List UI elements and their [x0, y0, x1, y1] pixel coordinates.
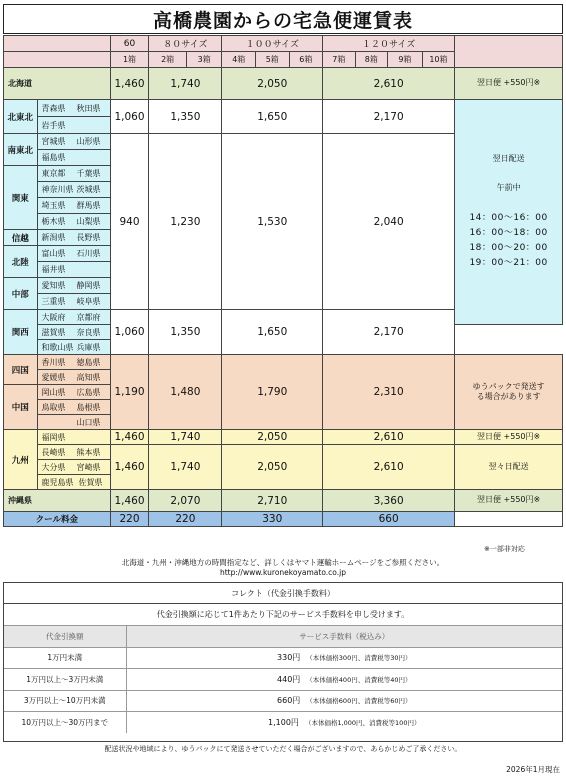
prefs-chugoku-1: 岡山県 広島県	[37, 385, 110, 400]
region-chubu: 中部	[4, 278, 38, 310]
table-row	[4, 690, 562, 712]
fee-col-range: 代金引換額	[4, 626, 126, 648]
price-120: 2,040	[323, 134, 455, 310]
region-kyushu: 九州	[4, 430, 38, 490]
prefs-shinetsu: 新潟県 長野県	[37, 230, 110, 246]
prefs-chubu-1: 愛知県 静岡県	[37, 278, 110, 294]
note-header	[455, 36, 563, 68]
price-100: 2,050	[222, 445, 323, 490]
price-120: 2,610	[323, 445, 455, 490]
delivery-time-3: 18：00～20：00	[469, 243, 548, 253]
delivery-time-4: 19：00～21：00	[469, 258, 548, 268]
box-4: 4箱	[222, 52, 256, 68]
prefs-kitatohoku-1: 青森県 秋田県	[37, 100, 110, 117]
price-60: 1,060	[110, 310, 149, 355]
prefs-kyushu-3: 大分県 宮崎県	[37, 460, 110, 475]
fee-header-row	[4, 626, 562, 648]
prefs-shikoku-2: 愛媛県 高知県	[37, 370, 110, 385]
price-100: 2,050	[222, 430, 323, 445]
delivery-morning: 午前中	[496, 183, 521, 192]
price-80: 1,740	[149, 430, 222, 445]
collect-subtitle: 代金引換額に応じて1件あたり下記のサービス手数料を申し受けます。	[156, 610, 410, 619]
table-row	[4, 669, 562, 691]
region-hokkaido: 北海道	[4, 68, 111, 100]
box-5: 5箱	[256, 52, 290, 68]
prefs-hokuriku-1: 富山県 石川県	[37, 246, 110, 262]
price-120: 2,610	[323, 430, 455, 445]
price-100: 2,710	[222, 490, 323, 512]
price-60: 1,460	[110, 490, 149, 512]
table-row	[4, 100, 563, 117]
price-60: 940	[110, 134, 149, 310]
fee-cell: 440円 （本体価格400円、消費税等40円）	[126, 669, 562, 691]
table-row	[4, 355, 563, 370]
region-shikoku: 四国	[4, 355, 38, 385]
box-6: 6箱	[289, 52, 323, 68]
yamato-link[interactable]: http://www.kuronekoyamato.co.jp	[219, 568, 346, 577]
cool-60: 220	[110, 512, 149, 527]
fee-cell: 1,100円 （本体価格1,000円、消費税等100円）	[126, 712, 562, 733]
prefs-kanto-1: 東京都 千葉県	[37, 166, 110, 182]
delivery-next-day: 翌日配送	[492, 154, 525, 163]
size-80: ８０サイズ	[149, 36, 222, 52]
region-kanto: 関東	[4, 166, 38, 230]
table-row	[4, 490, 563, 512]
fee-range: 1万円未満	[4, 647, 126, 669]
size-60: 60	[110, 36, 149, 52]
region-shinetsu: 信越	[4, 230, 38, 246]
prefs-chubu-2: 三重県 岐阜県	[37, 294, 110, 310]
prefs-kyushu-1: 福岡県	[37, 430, 110, 445]
collect-title: コレクト（代金引換手数料）	[4, 583, 562, 604]
table-row	[4, 68, 563, 100]
fee-cell: 660円 （本体価格600円、消費税等60円）	[126, 690, 562, 712]
size-120: １２０サイズ	[323, 36, 455, 52]
box-3: 3箱	[186, 52, 222, 68]
price-60: 1,460	[110, 430, 149, 445]
note-kyushu-a: 翌日便 +550円※	[455, 430, 563, 445]
fee-col-fee: サービス手数料（税込み）	[126, 626, 562, 648]
rate-table	[3, 35, 563, 527]
price-100: 2,050	[222, 68, 323, 100]
prefs-minamitohoku-1: 宮城県 山形県	[37, 134, 110, 150]
note-chugoku: ゆうパックで発送する場合があります	[455, 355, 563, 430]
region-hokuriku: 北陸	[4, 246, 38, 278]
delivery-time-2: 16：00～18：00	[469, 228, 548, 238]
region-minamitohoku: 南東北	[4, 134, 38, 166]
price-60: 1,460	[110, 68, 149, 100]
price-100: 1,790	[222, 355, 323, 430]
fee-range: 3万円以上～10万円未満	[4, 690, 126, 712]
info-note: 北海道・九州・沖縄地方の時間指定など、詳しくはヤマト運輸ホームページをご参照ください。	[121, 558, 445, 567]
price-80: 1,230	[149, 134, 222, 310]
table-row	[4, 430, 563, 445]
fee-cell: 330円 （本体価格300円、消費税等30円）	[126, 647, 562, 669]
header-blank-2	[4, 52, 111, 68]
price-100: 1,650	[222, 310, 323, 355]
size-100: １００サイズ	[222, 36, 323, 52]
cool-120: 660	[323, 512, 455, 527]
note-hokkaido: 翌日便 +550円※	[455, 68, 563, 100]
price-100: 1,650	[222, 100, 323, 134]
prefs-chugoku-3: 山口県	[37, 415, 110, 430]
fee-range: 1万円以上～3万円未満	[4, 669, 126, 691]
box-8: 8箱	[355, 52, 388, 68]
price-120: 2,170	[323, 100, 455, 134]
price-60: 1,060	[110, 100, 149, 134]
price-80: 1,740	[149, 445, 222, 490]
prefs-kanto-3: 埼玉県 群馬県	[37, 198, 110, 214]
footer-note: 配送状況や地域により、ゆうパックにて発送させていただく場合がございますので、あらかじめご了承ください。	[104, 745, 462, 753]
price-120: 2,610	[323, 68, 455, 100]
prefs-minamitohoku-2: 福島県	[37, 150, 110, 166]
table-row	[4, 647, 562, 669]
prefs-kansai-3: 和歌山県 兵庫県	[37, 340, 110, 355]
region-okinawa: 沖縄県	[4, 490, 111, 512]
cool-note-blank	[455, 512, 563, 527]
prefs-kanto-4: 栃木県 山梨県	[37, 214, 110, 230]
table-row	[4, 445, 563, 460]
price-60: 1,190	[110, 355, 149, 430]
box-10: 10箱	[422, 52, 455, 68]
table-row	[4, 712, 562, 733]
prefs-kitatohoku-2: 岩手県	[37, 117, 110, 134]
prefs-kyushu-4: 鹿児島県 佐賀県	[37, 475, 110, 490]
price-60: 1,460	[110, 445, 149, 490]
prefs-shikoku-1: 香川県 徳島県	[37, 355, 110, 370]
header-blank	[4, 36, 111, 52]
box-7: 7箱	[323, 52, 356, 68]
prefs-kansai-1: 大阪府 京都府	[37, 310, 110, 325]
cool-80: 220	[149, 512, 222, 527]
partial-note: ※一部非対応	[484, 545, 525, 553]
price-80: 2,070	[149, 490, 222, 512]
fee-range: 10万円以上～30万円まで	[4, 712, 126, 733]
cool-label: クール料金	[4, 512, 111, 527]
delivery-times	[455, 100, 563, 325]
note-okinawa: 翌日便 +550円※	[455, 490, 563, 512]
box-1: 1箱	[110, 52, 149, 68]
price-80: 1,740	[149, 68, 222, 100]
price-120: 2,170	[323, 310, 455, 355]
as-of-date: 2026年1月現在	[506, 765, 560, 774]
prefs-hokuriku-2: 福井県	[37, 262, 110, 278]
box-2: 2箱	[149, 52, 187, 68]
collect-section	[3, 582, 563, 742]
size-header-row	[4, 36, 563, 52]
delivery-time-1: 14：00～16：00	[469, 213, 548, 223]
prefs-kyushu-2: 長崎県 熊本県	[37, 445, 110, 460]
price-80: 1,350	[149, 100, 222, 134]
price-80: 1,480	[149, 355, 222, 430]
page-title: 高橋農園からの宅急便運賃表	[3, 4, 563, 34]
box-9: 9箱	[388, 52, 423, 68]
prefs-kanto-2: 神奈川県 茨城県	[37, 182, 110, 198]
price-100: 1,530	[222, 134, 323, 310]
region-kitatohoku: 北東北	[4, 100, 38, 134]
prefs-chugoku-2: 鳥取県 島根県	[37, 400, 110, 415]
cool-100: 330	[222, 512, 323, 527]
price-80: 1,350	[149, 310, 222, 355]
fee-table	[4, 625, 562, 733]
prefs-kansai-2: 滋賀県 奈良県	[37, 325, 110, 340]
region-chugoku: 中国	[4, 385, 38, 430]
price-120: 2,310	[323, 355, 455, 430]
price-120: 3,360	[323, 490, 455, 512]
note-kyushu-b: 翌々日配送	[455, 445, 563, 490]
table-row	[4, 512, 563, 527]
region-kansai: 関西	[4, 310, 38, 355]
